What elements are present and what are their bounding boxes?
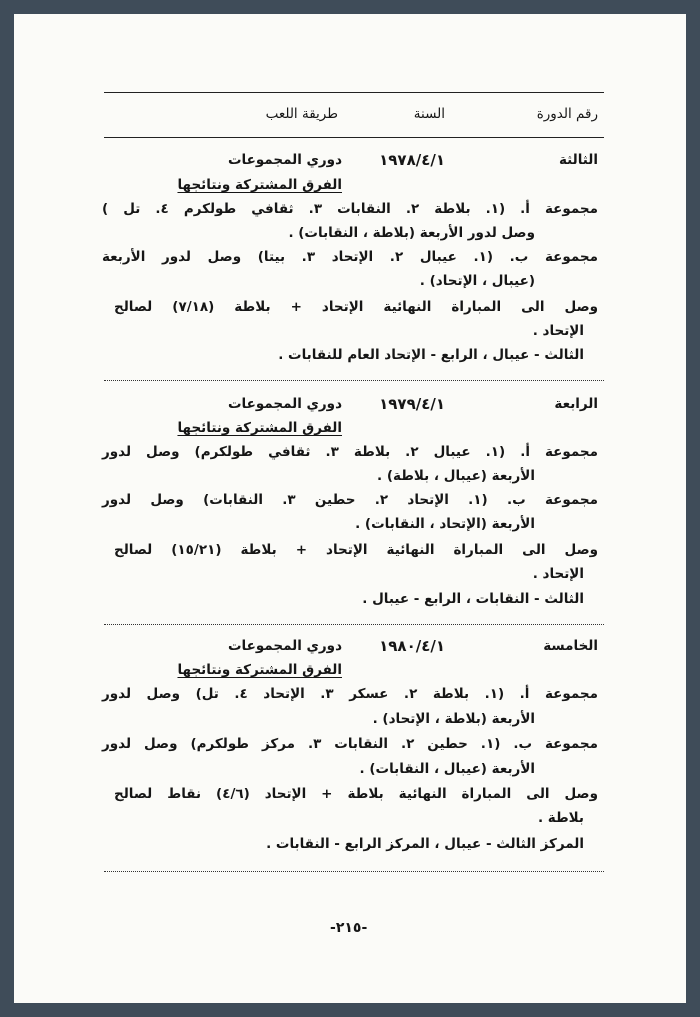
section-line: الأربعة (بلاطة ، الإتحاد) . — [372, 711, 535, 727]
section-method: دوري المجموعات — [227, 638, 342, 654]
section-line: وصل الى المباراة النهائية الإتحاد + بلاطة (١٥/٢١) لصالح — [114, 542, 599, 558]
section-method: دوري المجموعات — [227, 152, 342, 168]
section-line: مجموعة أ. (١. بلاطة ٢. النقابات ٣. ثقافي طولكرم ٤. تل ) — [102, 201, 598, 217]
header-year-col: السنة — [413, 106, 445, 122]
section-line: مجموعة أ. (١. بلاطة ٢. عسكر ٣. الإتحاد ٤. تل) وصل لدور — [102, 686, 598, 702]
section-line: الإتحاد . — [532, 566, 584, 582]
section-line: بلاطة . — [537, 810, 584, 826]
section-line: مجموعة ب. (١. حطين ٢. النقابات ٣. مركز طولكرم) وصل لدور — [102, 736, 599, 752]
section-line: وصل لدور الأربعة (بلاطة ، النقابات) . — [288, 225, 535, 241]
section-line: (عيبال ، الإتحاد) . — [419, 273, 535, 289]
section-subtitle: الفرق المشتركة ونتائجها — [177, 177, 342, 193]
section-line: مجموعة ب. (١. عيبال ٢. الإتحاد ٣. بيتا) وصل لدور الأربعة — [102, 249, 599, 265]
section-line: مجموعة أ. (١. عيبال ٢. بلاطة ٣. ثقافي طولكرم) وصل لدور — [102, 444, 598, 460]
section-line: المركز الثالث - عيبال ، المركز الرابع - النقابات . — [266, 836, 584, 852]
header-top-rule — [104, 92, 604, 93]
header-method-col: طريقة اللعب — [265, 106, 338, 122]
section-line: الأربعة (عيبال ، بلاطة) . — [377, 468, 535, 484]
section-divider — [104, 380, 604, 381]
section-divider — [104, 624, 604, 625]
section-line: وصل الى المباراة النهائية بلاطة + الإتحاد (٤/٦) نقاط لصالح — [114, 786, 598, 802]
section-line: وصل الى المباراة النهائية الإتحاد + بلاطة (٧/١٨) لصالح — [114, 299, 599, 315]
section-line: الأربعة (الإتحاد ، النقابات) . — [355, 516, 535, 532]
section-subtitle: الفرق المشتركة ونتائجها — [177, 420, 342, 436]
section-round: الثالثة — [558, 152, 598, 168]
section-date: ١٩٨٠/٤/١ — [379, 637, 445, 655]
section-line: الإتحاد . — [532, 323, 584, 339]
section-date: ١٩٧٨/٤/١ — [379, 151, 445, 169]
header-round-col: رقم الدورة — [536, 106, 598, 122]
section-date: ١٩٧٩/٤/١ — [379, 395, 445, 413]
section-round: الرابعة — [554, 396, 598, 412]
section-round: الخامسة — [543, 638, 598, 654]
section-subtitle: الفرق المشتركة ونتائجها — [177, 662, 342, 678]
section-method: دوري المجموعات — [227, 396, 342, 412]
header-bottom-rule — [104, 137, 604, 138]
page-number: -٢١٥- — [330, 920, 368, 936]
section-divider — [104, 871, 604, 872]
section-line: الثالث - عيبال ، الرابع - الإتحاد العام للنقابات . — [278, 347, 584, 363]
section-line: الثالث - النقابات ، الرابع - عيبال . — [362, 591, 584, 607]
section-line: الأربعة (عيبال ، النقابات) . — [359, 761, 535, 777]
section-line: مجموعة ب. (١. الإتحاد ٢. حطين ٣. النقابات) وصل لدور — [102, 492, 598, 508]
